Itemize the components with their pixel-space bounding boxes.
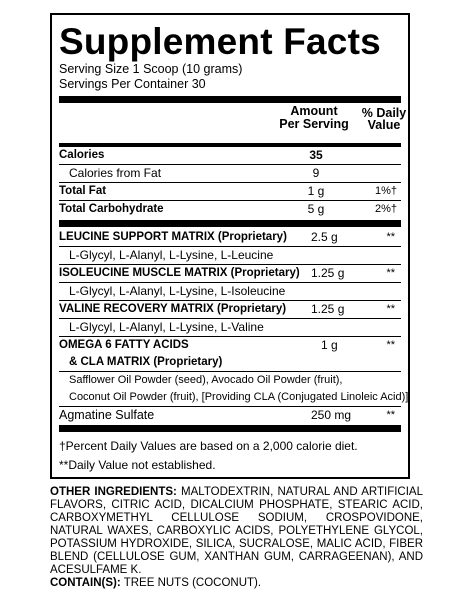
footnote-not-established: **Daily Value not established. xyxy=(59,458,216,472)
servings-per-container: Servings Per Container 30 xyxy=(59,77,206,91)
calories-row: Calories 35 xyxy=(59,148,323,162)
omega-row: OMEGA 6 FATTY ACIDS 1 g ** xyxy=(59,336,401,354)
omega-row-line2: & CLA MATRIX (Proprietary) xyxy=(69,356,223,368)
leucine-ingredients: L-Glycyl, L-Alanyl, L-Lysine, L-Leucine xyxy=(59,246,401,264)
daily-value-header: % Daily Value xyxy=(361,106,407,132)
calories-from-fat-row: Calories from Fat 9 xyxy=(59,164,401,182)
amount-header: Amount Per Serving xyxy=(279,104,349,131)
valine-row: VALINE RECOVERY MATRIX (Proprietary) 1.25 g ** xyxy=(59,300,401,318)
column-header xyxy=(59,103,407,143)
contains-text: TREE NUTS (COCONUT). xyxy=(123,577,262,589)
supplement-facts-panel xyxy=(50,13,410,479)
other-ingredients-text: MALTODEXTRIN, NATURAL AND ARTIFICIAL FLAVORS, CITRIC ACID, DICALCIUM PHOSPHATE, STEARIC ACID, CARBOXYMETHYL CELLULOSE SODIUM, CROSPOVIDONE, NATURAL WAXES, CARBOXYLIC ACIDS, POLYETHYLENE GLYCOL, POTASSIUM HYDROXIDE, SILICA, SUCRALOSE, MALIC ACID, FIBER BLEND (CELLULOSE GUM, XANTHAN GUM, CARRAGEENAN), AND ACESULFAME K. xyxy=(50,486,423,576)
leucine-row: LEUCINE SUPPORT MATRIX (Proprietary) 2.5 g ** xyxy=(59,230,395,244)
isoleucine-ingredients: L-Glycyl, L-Alanyl, L-Lysine, L-Isoleucine xyxy=(59,282,401,300)
thick-divider-3 xyxy=(59,425,401,432)
thick-divider-2 xyxy=(59,220,401,227)
total-carbohydrate-row: Total Carbohydrate 5 g 2%† xyxy=(59,200,401,218)
omega-ingredients-2: Coconut Oil Powder (fruit), [Providing CLA (Conjugated Linoleic Acid)] xyxy=(69,391,409,403)
total-fat-row: Total Fat 1 g 1%† xyxy=(59,182,401,200)
contains-line xyxy=(50,577,423,590)
other-ingredients-label: OTHER INGREDIENTS: xyxy=(50,486,177,498)
omega-ingredients-1: Safflower Oil Powder (seed), Avocado Oil Powder (fruit), xyxy=(59,371,401,389)
serving-size: Serving Size 1 Scoop (10 grams) xyxy=(59,62,243,76)
footnote-daily-value: †Percent Daily Values are based on a 2,000 calorie diet. xyxy=(59,439,358,453)
valine-ingredients: L-Glycyl, L-Alanyl, L-Lysine, L-Valine xyxy=(59,318,401,336)
contains-label: CONTAIN(S): xyxy=(50,577,121,589)
isoleucine-row: ISOLEUCINE MUSCLE MATRIX (Proprietary) 1.25 g ** xyxy=(59,264,401,282)
panel-title: Supplement Facts xyxy=(59,21,381,62)
thick-divider xyxy=(59,96,401,103)
agmatine-row: Agmatine Sulfate 250 mg ** xyxy=(59,406,401,424)
other-ingredients xyxy=(50,486,423,590)
